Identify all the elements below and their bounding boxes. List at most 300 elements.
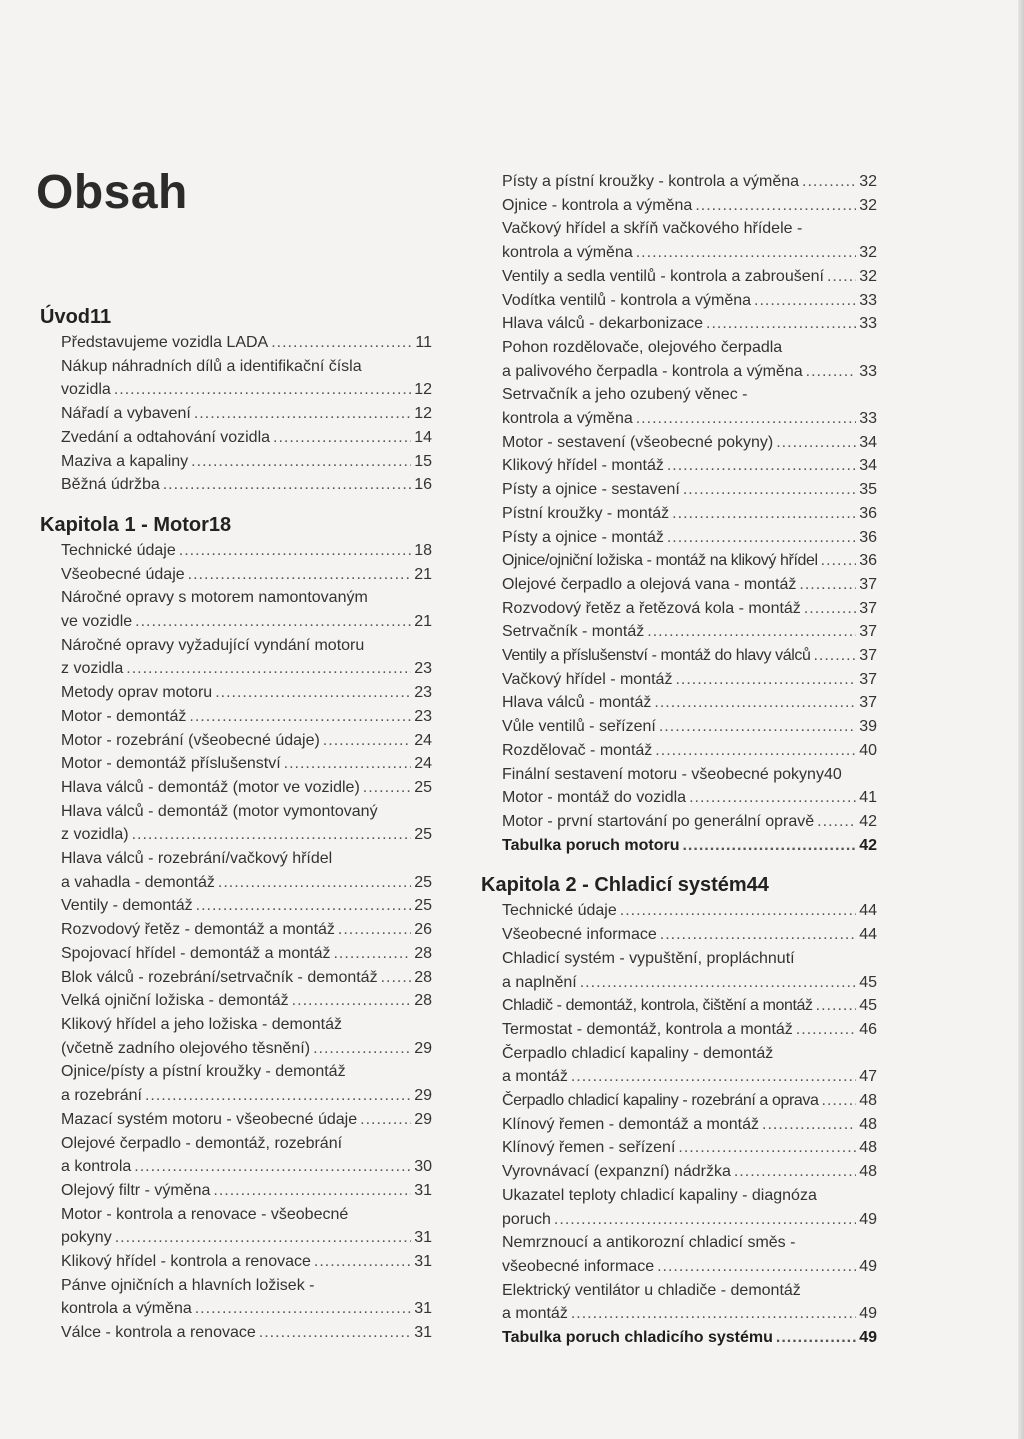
toc-page-number: 34 xyxy=(859,433,877,451)
toc-entry-title: Rozvodový řetěz a řetězová kola - montáž xyxy=(502,599,801,617)
toc-entry[interactable] xyxy=(481,763,877,787)
toc-entry-title-line: Náročné opravy vyžadující vyndání motoru xyxy=(61,636,365,654)
toc-line xyxy=(61,776,432,800)
toc-entry-title: Klínový řemen - seřízení xyxy=(502,1139,676,1157)
toc-line xyxy=(61,989,432,1013)
toc-entry-title: Čerpadlo chladicí kapaliny - rozebrání a oprava xyxy=(502,1092,819,1110)
dot-leader xyxy=(189,705,411,729)
dot-leader xyxy=(215,681,411,705)
section-heading[interactable] xyxy=(40,503,432,539)
toc-entry[interactable] xyxy=(481,644,877,668)
toc-line xyxy=(502,691,877,715)
toc-line xyxy=(502,1255,877,1279)
dot-leader xyxy=(313,1037,411,1061)
toc-entry[interactable] xyxy=(40,426,432,450)
dot-leader xyxy=(218,871,411,895)
toc-entry[interactable] xyxy=(481,810,877,834)
toc-entry-list xyxy=(481,899,877,1349)
toc-entry[interactable] xyxy=(481,217,877,264)
toc-right-column xyxy=(481,170,877,1350)
dot-leader xyxy=(706,312,856,336)
toc-line xyxy=(502,763,877,787)
toc-entry[interactable] xyxy=(481,1326,877,1350)
toc-entry-title: Vyrovnávací (expanzní) nádržka xyxy=(502,1163,731,1181)
dot-leader xyxy=(657,1255,856,1279)
dot-leader xyxy=(571,1065,856,1089)
toc-page-number: 29 xyxy=(414,1087,432,1105)
toc-entry[interactable] xyxy=(40,966,432,990)
dot-leader xyxy=(817,810,856,834)
toc-page-number: 25 xyxy=(414,826,432,844)
dot-leader xyxy=(672,502,856,526)
toc-entry-title-line: Motor - kontrola a renovace - všeobecné xyxy=(61,1205,349,1223)
toc-entry-title: vozidla xyxy=(61,381,111,399)
toc-entry[interactable] xyxy=(40,450,432,474)
toc-page-number: 33 xyxy=(859,315,877,333)
toc-line xyxy=(61,1155,432,1179)
toc-entry-title: Finální sestavení motoru - všeobecné pokyny xyxy=(502,765,824,783)
toc-page-number: 32 xyxy=(859,173,877,190)
toc-entry[interactable] xyxy=(481,1231,877,1278)
toc-page-number: 23 xyxy=(414,684,432,702)
toc-page-number: 28 xyxy=(414,992,432,1010)
toc-section xyxy=(481,863,877,1349)
toc-entry-title: ve vozidle xyxy=(61,613,133,631)
toc-line xyxy=(61,918,432,942)
toc-line xyxy=(61,426,432,450)
toc-entry-title-line: Pánve ojničních a hlavních ložisek - xyxy=(61,1276,315,1294)
dot-leader xyxy=(620,899,856,923)
toc-entry[interactable] xyxy=(40,942,432,966)
toc-entry[interactable] xyxy=(40,847,432,894)
dot-leader xyxy=(816,994,857,1018)
toc-page-number: 33 xyxy=(859,291,877,309)
toc-entry[interactable] xyxy=(481,1089,877,1113)
toc-line xyxy=(502,715,877,739)
toc-page-number: 18 xyxy=(414,541,432,559)
toc-entry-title: všeobecné informace xyxy=(502,1257,655,1275)
toc-entry[interactable] xyxy=(481,1018,877,1042)
dot-leader xyxy=(636,241,856,265)
toc-page-number: 48 xyxy=(859,1115,877,1133)
toc-entry[interactable] xyxy=(481,899,877,923)
toc-page-number: 36 xyxy=(859,504,877,522)
toc-line xyxy=(61,1037,432,1061)
dot-leader xyxy=(360,1108,411,1132)
dot-leader xyxy=(191,450,411,474)
toc-entry[interactable] xyxy=(40,355,432,402)
toc-entry[interactable] xyxy=(481,170,877,194)
dot-leader xyxy=(682,834,856,858)
toc-line xyxy=(61,1226,432,1250)
toc-entry-title: Klikový hřídel - montáž xyxy=(502,457,664,475)
dot-leader xyxy=(196,894,412,918)
toc-entry[interactable] xyxy=(481,526,877,550)
toc-line xyxy=(502,526,877,550)
toc-entry-title-line: Čerpadlo chladicí kapaliny - demontáž xyxy=(502,1044,774,1062)
toc-page-number: 42 xyxy=(859,836,877,854)
toc-line xyxy=(61,473,432,497)
toc-entry[interactable] xyxy=(40,918,432,942)
toc-entry-title: Olejové čerpadlo a olejová vana - montáž xyxy=(502,575,797,593)
toc-section xyxy=(40,295,432,497)
toc-entry[interactable] xyxy=(40,752,432,776)
toc-line xyxy=(502,478,877,502)
dot-leader xyxy=(163,473,411,497)
dot-leader xyxy=(695,194,856,218)
toc-entry-title: Ventily - demontáž xyxy=(61,897,193,915)
toc-entry[interactable] xyxy=(40,1179,432,1203)
dot-leader xyxy=(806,360,857,384)
toc-entry-title: Představujeme vozidla LADA xyxy=(61,334,269,351)
toc-entry[interactable] xyxy=(481,691,877,715)
section-heading-page: 44 xyxy=(746,874,769,897)
toc-entry[interactable] xyxy=(40,1060,432,1107)
dot-leader xyxy=(271,331,412,355)
toc-line xyxy=(61,729,432,753)
toc-entry-title: Ventily a příslušenství - montáž do hlavy válců xyxy=(502,647,811,665)
toc-entry-title: Hlava válců - montáž xyxy=(502,694,652,712)
toc-entry-title: Hlava válců - demontáž (motor ve vozidle) xyxy=(61,778,360,796)
toc-entry-title: Písty a pístní kroužky - kontrola a výměna xyxy=(502,173,800,190)
toc-entry[interactable] xyxy=(40,800,432,847)
dot-leader xyxy=(554,1208,856,1232)
toc-page-number: 28 xyxy=(414,968,432,986)
toc-entry-title: Motor - rozebrání (všeobecné údaje) xyxy=(61,731,320,749)
toc-page-number: 40 xyxy=(859,741,877,759)
toc-page-number: 25 xyxy=(414,897,432,915)
dot-leader xyxy=(333,942,411,966)
toc-line xyxy=(502,241,877,265)
dot-leader xyxy=(821,549,857,573)
toc-page-number: 24 xyxy=(414,731,432,749)
toc-page-number: 26 xyxy=(414,921,432,939)
toc-entry[interactable] xyxy=(40,705,432,729)
toc-line xyxy=(61,823,432,847)
toc-entry-title: Všeobecné údaje xyxy=(61,565,185,583)
toc-section xyxy=(40,503,432,1345)
toc-entry-title: Rozvodový řetěz - demontáž a montáž xyxy=(61,921,335,939)
dot-leader xyxy=(292,989,412,1013)
dot-leader xyxy=(363,776,411,800)
toc-page-number: 37 xyxy=(859,647,877,665)
dot-leader xyxy=(667,454,856,478)
dot-leader xyxy=(822,1089,857,1113)
toc-entry[interactable] xyxy=(481,1279,877,1326)
toc-entry[interactable] xyxy=(481,923,877,947)
toc-entry-title: a vahadla - demontáž xyxy=(61,873,215,891)
toc-entry-title: kontrola a výměna xyxy=(502,244,633,262)
toc-line xyxy=(61,1297,432,1321)
toc-line xyxy=(61,563,432,587)
page-title: Obsah xyxy=(36,166,188,219)
toc-line xyxy=(61,539,432,563)
toc-line xyxy=(502,312,877,336)
toc-page-number: 49 xyxy=(859,1305,877,1323)
toc-entry[interactable] xyxy=(481,573,877,597)
dot-leader xyxy=(683,478,856,502)
toc-line xyxy=(502,1018,877,1042)
dot-leader xyxy=(323,729,411,753)
toc-page-number: 15 xyxy=(414,452,432,470)
toc-entry-title: pokyny xyxy=(61,1229,112,1247)
toc-entry[interactable] xyxy=(40,1013,432,1060)
dot-leader xyxy=(655,739,856,763)
toc-page-number: 46 xyxy=(859,1020,877,1038)
dot-leader xyxy=(179,539,411,563)
toc-entry-title: a rozebrání xyxy=(61,1087,142,1105)
toc-page-number: 16 xyxy=(414,476,432,494)
section-heading[interactable] xyxy=(481,863,877,899)
toc-entry-title: Válce - kontrola a renovace xyxy=(61,1324,256,1342)
dot-leader xyxy=(776,1326,856,1350)
toc-page-number: 31 xyxy=(414,1324,432,1342)
toc-entry[interactable] xyxy=(40,634,432,681)
toc-entry-title: Vačkový hřídel - montáž xyxy=(502,670,673,688)
toc-entry[interactable] xyxy=(40,1274,432,1321)
toc-entry[interactable] xyxy=(481,549,877,573)
toc-entry-title-line: Hlava válců - rozebrání/vačkový hřídel xyxy=(61,850,333,868)
toc-page-number: 31 xyxy=(414,1253,432,1271)
toc-line xyxy=(61,657,432,681)
toc-page-number: 44 xyxy=(859,926,877,944)
toc-line xyxy=(502,597,877,621)
dot-leader xyxy=(195,1297,411,1321)
toc-page-number: 21 xyxy=(414,565,432,583)
toc-line xyxy=(61,331,432,355)
toc-line xyxy=(61,1321,432,1345)
toc-entry[interactable] xyxy=(481,454,877,478)
toc-page-number: 45 xyxy=(859,973,877,991)
toc-entry[interactable] xyxy=(40,1203,432,1250)
toc-entry-title: a naplnění xyxy=(502,973,577,991)
toc-line xyxy=(502,923,877,947)
dot-leader xyxy=(762,1113,856,1137)
toc-page-number: 48 xyxy=(859,1139,877,1157)
toc-entry-title-line: Olejové čerpadlo - demontáž, rozebrání xyxy=(61,1134,343,1152)
toc-entry[interactable] xyxy=(481,1160,877,1184)
toc-entry[interactable] xyxy=(481,265,877,289)
toc-line xyxy=(61,966,432,990)
toc-entry-list xyxy=(40,331,432,497)
toc-page-number: 49 xyxy=(859,1257,877,1275)
toc-entry[interactable] xyxy=(40,776,432,800)
toc-entry-title: Ojnice - kontrola a výměna xyxy=(502,196,693,214)
toc-page-number: 32 xyxy=(859,267,877,285)
toc-line xyxy=(502,1302,877,1326)
toc-line xyxy=(502,502,877,526)
toc-line xyxy=(502,360,877,384)
toc-entry-title: a montáž xyxy=(502,1305,568,1323)
dot-leader xyxy=(188,563,412,587)
toc-entry[interactable] xyxy=(481,620,877,644)
toc-entry-title-line: Nákup náhradních dílů a identifikační čísla xyxy=(61,357,362,375)
toc-entry[interactable] xyxy=(40,1108,432,1132)
toc-line xyxy=(61,705,432,729)
dot-leader xyxy=(647,620,856,644)
toc-entry-title: Motor - první startování po generální opravě xyxy=(502,812,815,830)
toc-entry[interactable] xyxy=(481,994,877,1018)
toc-page-number: 37 xyxy=(859,694,877,712)
toc-entry[interactable] xyxy=(40,563,432,587)
toc-entry[interactable] xyxy=(481,1136,877,1160)
toc-entry[interactable] xyxy=(40,1250,432,1274)
toc-line xyxy=(61,402,432,426)
toc-line xyxy=(502,1136,877,1160)
toc-page-number: 25 xyxy=(414,778,432,796)
toc-entry[interactable] xyxy=(481,383,877,430)
dot-leader xyxy=(338,918,411,942)
section-heading-page: 18 xyxy=(208,513,232,536)
toc-entry-title-line: Pohon rozdělovače, olejového čerpadla xyxy=(502,338,783,356)
toc-entry-title-line: Náročné opravy s motorem namontovaným xyxy=(61,589,368,607)
toc-entry-title: Blok válců - rozebrání/setrvačník - demontáž xyxy=(61,968,378,986)
toc-line xyxy=(61,1108,432,1132)
toc-line xyxy=(61,681,432,705)
toc-line xyxy=(502,194,877,218)
toc-entry[interactable] xyxy=(40,331,432,355)
toc-entry[interactable] xyxy=(481,597,877,621)
toc-page-number: 34 xyxy=(859,457,877,475)
toc-entry[interactable] xyxy=(40,729,432,753)
toc-entry[interactable] xyxy=(481,1184,877,1231)
toc-line xyxy=(502,899,877,923)
toc-entry[interactable] xyxy=(40,539,432,563)
dot-leader xyxy=(314,1250,411,1274)
toc-entry[interactable] xyxy=(481,312,877,336)
toc-line xyxy=(502,289,877,313)
section-heading-title: Kapitola 2 - Chladicí systém xyxy=(481,874,747,897)
toc-page-number: 29 xyxy=(414,1110,432,1128)
toc-page-number: 42 xyxy=(859,812,877,830)
toc-entry[interactable] xyxy=(481,502,877,526)
dot-leader xyxy=(284,752,412,776)
toc-entry[interactable] xyxy=(481,1113,877,1137)
toc-entry-title: a montáž xyxy=(502,1068,568,1086)
toc-entry[interactable] xyxy=(40,586,432,633)
dot-leader xyxy=(659,715,856,739)
toc-entry[interactable] xyxy=(481,194,877,218)
toc-line xyxy=(502,1160,877,1184)
dot-leader xyxy=(804,597,856,621)
toc-line xyxy=(502,265,877,289)
toc-page-number: 39 xyxy=(859,718,877,736)
dot-leader xyxy=(802,170,856,194)
toc-line xyxy=(502,994,877,1018)
toc-page-number: 21 xyxy=(414,613,432,631)
toc-entry-list xyxy=(40,539,432,1345)
toc-entry-title: Velká ojniční ložiska - demontáž xyxy=(61,992,289,1010)
toc-entry[interactable] xyxy=(40,1321,432,1345)
toc-entry[interactable] xyxy=(481,668,877,692)
toc-section xyxy=(481,170,877,857)
toc-entry-title: Metody oprav motoru xyxy=(61,684,213,702)
toc-entry-title: Motor - sestavení (všeobecné pokyny) xyxy=(502,433,774,451)
toc-entry-title-line: Ukazatel teploty chladicí kapaliny - diagnóza xyxy=(502,1186,817,1204)
toc-entry[interactable] xyxy=(40,473,432,497)
toc-entry-title: Vodítka ventilů - kontrola a výměna xyxy=(502,291,752,309)
dot-leader xyxy=(114,378,411,402)
toc-line xyxy=(502,810,877,834)
toc-page-number: 37 xyxy=(859,670,877,688)
toc-line xyxy=(61,1084,432,1108)
dot-leader xyxy=(667,526,856,550)
toc-page-number: 37 xyxy=(859,575,877,593)
toc-line xyxy=(61,1179,432,1203)
toc-line xyxy=(502,549,877,573)
toc-entry-title: Motor - demontáž xyxy=(61,707,187,725)
toc-entry[interactable] xyxy=(40,1132,432,1179)
toc-entry-title: Písty a ojnice - sestavení xyxy=(502,481,680,499)
toc-page-number: 37 xyxy=(859,599,877,617)
toc-page-number: 31 xyxy=(414,1300,432,1318)
toc-entry-title: Mazací systém motoru - všeobecné údaje xyxy=(61,1110,358,1128)
toc-page-number: 48 xyxy=(859,1092,877,1110)
toc-entry[interactable] xyxy=(40,402,432,426)
toc-page-number: 32 xyxy=(859,196,877,214)
toc-entry-title: Klínový řemen - demontáž a montáž xyxy=(502,1115,760,1133)
dot-leader xyxy=(132,823,412,847)
dot-leader xyxy=(134,1155,411,1179)
toc-entry-title: Termostat - demontáž, kontrola a montáž xyxy=(502,1020,793,1038)
toc-entry[interactable] xyxy=(481,947,877,994)
toc-entry-title: Tabulka poruch chladicího systému xyxy=(502,1329,773,1347)
toc-entry[interactable] xyxy=(481,739,877,763)
toc-page-number: 49 xyxy=(859,1210,877,1228)
toc-page-number: 11 xyxy=(415,334,432,351)
toc-line xyxy=(502,620,877,644)
toc-entry-title: Spojovací hřídel - demontáž a montáž xyxy=(61,944,331,962)
toc-line xyxy=(502,573,877,597)
dot-leader xyxy=(813,644,856,668)
toc-line xyxy=(61,871,432,895)
toc-entry[interactable] xyxy=(481,834,877,858)
dot-leader xyxy=(571,1302,856,1326)
toc-entry-list xyxy=(481,170,877,857)
toc-entry[interactable] xyxy=(481,431,877,455)
dot-leader xyxy=(734,1160,856,1184)
toc-page-number: 32 xyxy=(859,244,877,262)
toc-page-number: 23 xyxy=(414,707,432,725)
dot-leader xyxy=(115,1226,412,1250)
toc-entry[interactable] xyxy=(481,715,877,739)
toc-entry-title-line: Vačkový hřídel a skříň vačkového hřídele - xyxy=(502,220,803,238)
toc-entry[interactable] xyxy=(481,1042,877,1089)
dot-leader xyxy=(754,289,856,313)
toc-entry[interactable] xyxy=(481,289,877,313)
section-heading[interactable] xyxy=(40,295,432,331)
toc-line xyxy=(502,786,877,810)
toc-entry[interactable] xyxy=(40,989,432,1013)
toc-entry-title: z vozidla xyxy=(61,660,124,678)
toc-line xyxy=(61,1250,432,1274)
toc-entry[interactable] xyxy=(40,894,432,918)
toc-page-number: 35 xyxy=(859,481,877,499)
toc-entry[interactable] xyxy=(40,681,432,705)
toc-entry[interactable] xyxy=(481,786,877,810)
toc-entry[interactable] xyxy=(481,336,877,383)
toc-entry-title: Ojnice/ojniční ložiska - montáž na klikový hřídel xyxy=(502,552,818,570)
toc-entry[interactable] xyxy=(481,478,877,502)
dot-leader xyxy=(636,407,856,431)
toc-entry-title-line: Klikový hřídel a jeho ložiska - demontáž xyxy=(61,1015,343,1033)
dot-leader xyxy=(135,610,411,634)
toc-entry-title: Setrvačník - montáž xyxy=(502,623,645,641)
toc-entry-title: Motor - montáž do vozidla xyxy=(502,789,687,807)
dot-leader xyxy=(675,668,856,692)
toc-entry-title: Chladič - demontáž, kontrola, čištění a montáž xyxy=(502,997,813,1015)
toc-page-number: 40 xyxy=(823,765,842,783)
